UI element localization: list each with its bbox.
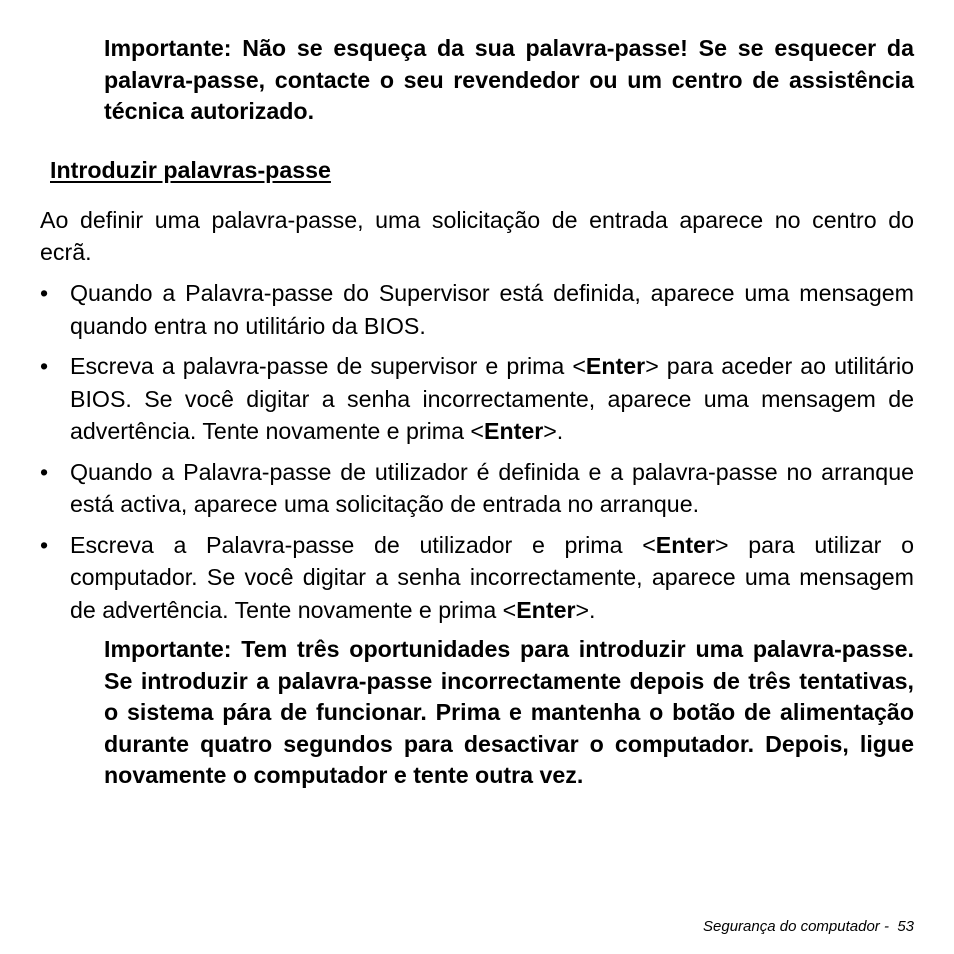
important-note-top	[104, 33, 914, 128]
bullet-text-part: > para utilizar o computador. Se você digitar a senha incorrectamente, aparece uma mensagem de advertência. Tente novamente e prima <	[70, 531, 914, 623]
bullet-icon: •	[40, 458, 49, 485]
bullet-text	[70, 280, 914, 339]
bullet-item-3	[40, 456, 914, 521]
bullet-text-part: > para aceder ao utilitário BIOS. Se você digitar a senha incorrectamente, aparece uma mensagem de advertência. Tente novamente e prima <	[70, 353, 914, 444]
footer-page-number: 53	[897, 918, 914, 935]
bullet-list	[40, 277, 914, 634]
bullet-icon: •	[40, 353, 49, 379]
bullet-text-part: Escreva a palavra-passe de supervisor e prima <	[70, 353, 586, 379]
important-note-top-text: Importante: Não se esqueça da sua palavra-passe! Se se esquecer da palavra-passe, contacte o seu revendedor ou um centro de assistência técnica autorizado.	[104, 35, 914, 124]
footer-section-name: Segurança do computador -	[703, 918, 889, 935]
important-note-bottom-text: Importante: Tem três oportunidades para introduzir uma palavra-passe. Se introduzir a palavra-passe incorrectamente depois de três tentativas, o sistema pára de funcionar. Prima e mantenha o botão de alimentação durante quatro segundos para desactivar o computador. Depois, ligue novamente o computador e tente outra vez.	[104, 636, 914, 788]
bullet-item-2	[40, 350, 914, 448]
intro-paragraph: Ao definir uma palavra-passe, uma solicitação de entrada aparece no centro do ecrã.	[40, 207, 914, 265]
bullet-text-part: >.	[575, 596, 596, 623]
section-heading: Introduzir palavras-passe	[50, 157, 331, 183]
important-note-bottom	[104, 634, 914, 792]
bullet-text-part: Quando a Palavra-passe de utilizador é definida e a palavra-passe no arranque está activa, aparece uma solicitação de entrada no arranque.	[70, 458, 914, 517]
page-footer	[703, 917, 914, 937]
bullet-text-part: Quando a Palavra-passe do Supervisor está definida, aparece uma mensagem quando entra no utilitário da BIOS.	[70, 280, 914, 339]
bullet-icon: •	[40, 531, 49, 558]
key-name-enter: Enter	[655, 531, 716, 558]
bullet-text	[70, 532, 914, 623]
bullet-text-part: Escreva a Palavra-passe de utilizador e prima <	[70, 531, 656, 558]
key-name-enter: Enter	[483, 418, 544, 444]
bullet-item-4	[40, 529, 914, 627]
bullet-text-part: >.	[543, 418, 564, 444]
bullet-text	[70, 459, 914, 518]
bullet-icon: •	[40, 280, 49, 306]
key-name-enter: Enter	[585, 353, 646, 379]
key-name-enter: Enter	[516, 596, 576, 623]
bullet-item-1	[40, 277, 914, 342]
bullet-text	[70, 353, 914, 444]
